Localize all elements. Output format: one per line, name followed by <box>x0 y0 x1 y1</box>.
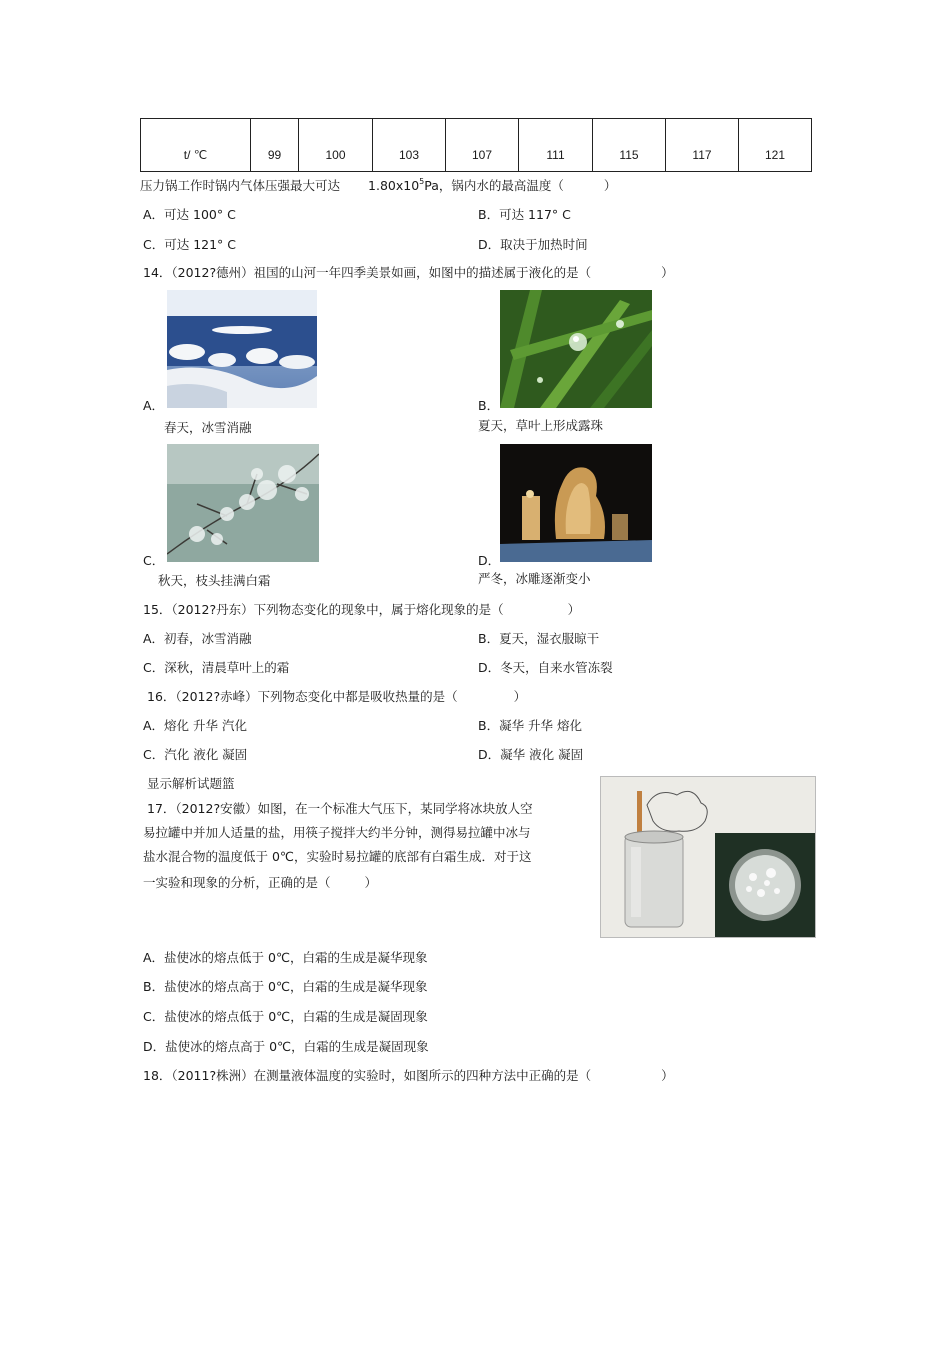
q14-option-c-caption: 秋天，枝头挂满白霜 <box>158 573 271 588</box>
q15-stem <box>143 600 580 618</box>
q16-stem <box>147 687 526 705</box>
q16-option-c: C．汽化 液化 凝固 <box>143 747 248 762</box>
table-cell: 100 <box>299 119 373 172</box>
can-with-ice-and-frost-image <box>600 776 816 938</box>
q17-stem-line-3: 盐水混合物的温度低于 0℃，实验时易拉罐的底部有白霜生成．对于这 <box>143 849 532 864</box>
q14-option-d-caption: 严冬，冰雕逐渐变小 <box>478 571 591 586</box>
show-analysis-link[interactable]: 显示解析试题篮 <box>147 776 235 791</box>
q14-option-a-caption: 春天，冰雪消融 <box>164 420 252 435</box>
q14-option-c-letter: C． <box>143 553 165 568</box>
q13-stem-text: 压力锅工作时锅内气体压强最大可达 <box>140 178 341 193</box>
q13-option-b: B．可达 117° C <box>478 207 571 222</box>
q13-option-c: C．可达 121° C <box>143 237 237 252</box>
q13-option-a: A．可达 100° C <box>143 207 236 222</box>
q13-pressure-value: 1.80x10 <box>368 178 420 193</box>
dew-on-grass-image <box>500 290 652 408</box>
q14-paren-close: ） <box>661 265 674 280</box>
table-cell: 111 <box>519 119 593 172</box>
q14-option-b-caption: 夏天，草叶上形成露珠 <box>478 418 604 433</box>
q13-stem <box>140 176 616 194</box>
table-cell: 115 <box>593 119 666 172</box>
q17-option-c: C．盐使冰的熔点低于 0℃，白霜的生成是凝固现象 <box>143 1009 428 1024</box>
q16-option-b: B．凝华 升华 熔化 <box>478 718 583 733</box>
q15-stem-text: 15．（2012?丹东）下列物态变化的现象中，属于熔化现象的是（ <box>143 602 504 617</box>
table-cell: 121 <box>739 119 812 172</box>
q17-stem-line-4 <box>143 873 377 891</box>
table-cell: 99 <box>251 119 299 172</box>
table-header-cell: t/ ℃ <box>141 119 251 172</box>
q17-stem-text: 一实验和现象的分析，正确的是（ <box>143 875 331 890</box>
q17-stem-line-1: 17．（2012?安徽）如图，在一个标准大气压下，某同学将冰块放人空 <box>147 801 533 816</box>
q15-option-d: D．冬天，自来水管冻裂 <box>478 660 613 675</box>
table-cell: 117 <box>666 119 739 172</box>
q16-paren-close: ） <box>513 689 527 704</box>
q17-option-a: A．盐使冰的熔点低于 0℃，白霜的生成是凝华现象 <box>143 950 428 965</box>
q13-paren-close: ） <box>603 178 617 193</box>
q15-option-b: B．夏天，湿衣服晾干 <box>478 631 600 646</box>
q16-option-a: A．熔化 升华 汽化 <box>143 718 247 733</box>
q14-stem-text: 14．（2012?德州）祖国的山河一年四季美景如画，如图中的描述属于液化的是（ <box>143 265 592 280</box>
temperature-table <box>140 118 812 172</box>
q13-pressure-exponent: 5 <box>419 177 425 186</box>
q13-stem-text-2: Pa，锅内水的最高温度（ <box>424 178 564 193</box>
melting-snow-river-image <box>167 290 317 408</box>
q15-option-c: C．深秋，清晨草叶上的霜 <box>143 660 290 675</box>
q18-stem-text: 18．（2011?株洲）在测量液体温度的实验时，如图所示的四种方法中正确的是（ <box>143 1068 592 1083</box>
q14-option-b-letter: B． <box>478 398 500 413</box>
frost-on-branches-image <box>167 444 319 562</box>
q14-stem <box>143 263 674 281</box>
q17-option-b: B．盐使冰的熔点高于 0℃，白霜的生成是凝华现象 <box>143 979 428 994</box>
q14-option-a-letter: A． <box>143 398 165 413</box>
q16-stem-text: 16．（2012?赤峰）下列物态变化中都是吸收热量的是（ <box>147 689 458 704</box>
q17-option-d: D．盐使冰的熔点高于 0℃，白霜的生成是凝固现象 <box>143 1039 429 1054</box>
q15-paren-close: ） <box>567 602 581 617</box>
table-cell: 107 <box>446 119 519 172</box>
q18-stem <box>143 1066 674 1084</box>
q17-stem-line-2: 易拉罐中并加人适量的盐，用筷子搅拌大约半分钟，测得易拉罐中冰与 <box>143 825 531 840</box>
ice-sculpture-image <box>500 444 652 562</box>
q15-option-a: A．初春，冰雪消融 <box>143 631 252 646</box>
q14-option-d-letter: D． <box>478 553 501 568</box>
q13-option-d: D．取决于加热时间 <box>478 237 588 252</box>
q18-paren-close: ） <box>661 1068 674 1083</box>
table-row <box>141 119 812 172</box>
q16-option-d: D．凝华 液化 凝固 <box>478 747 584 762</box>
table-cell: 103 <box>373 119 446 172</box>
q17-paren-close: ） <box>364 875 378 890</box>
